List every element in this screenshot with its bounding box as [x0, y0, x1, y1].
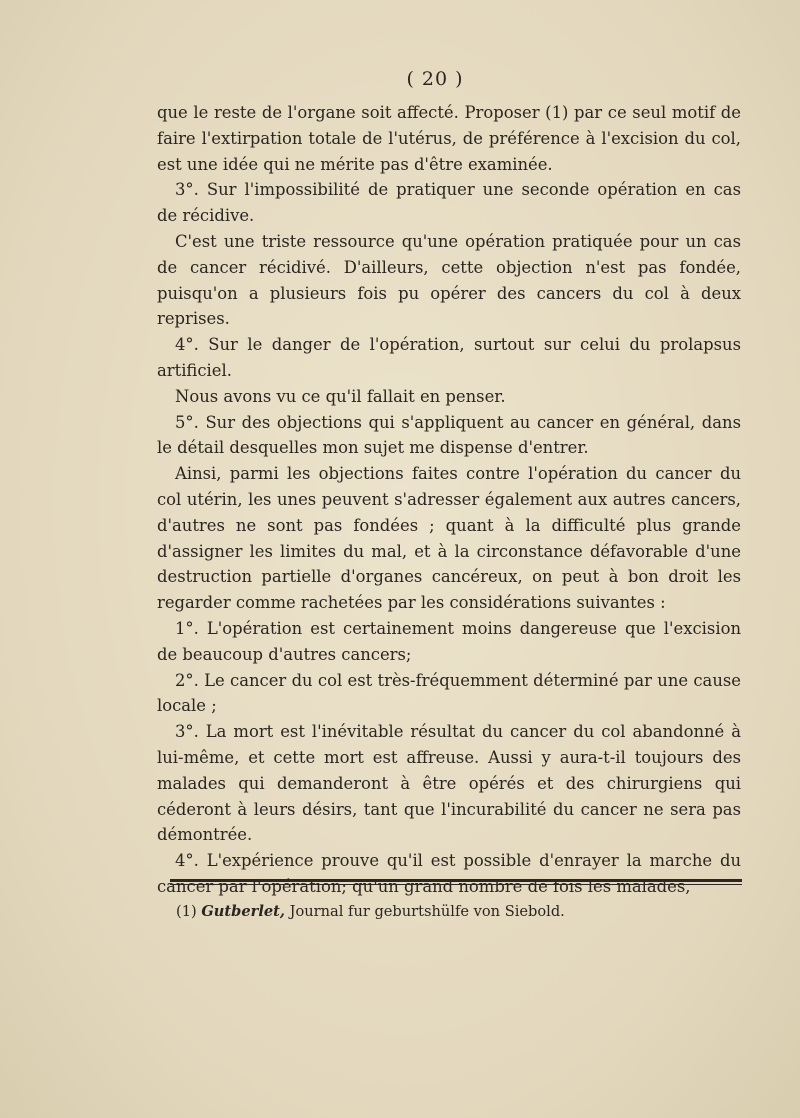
- paragraph: Nous avons vu ce qu'il fallait en penser.: [175, 386, 506, 406]
- footnote: [176, 903, 736, 920]
- footnote-separator: [170, 879, 742, 885]
- paragraph: 3°. Sur l'impossibilité de pratiquer une seconde opération en cas de récidive.: [157, 180, 741, 226]
- body-text: [157, 100, 741, 900]
- paragraph: 1°. L'opération est certainement moins dangereuse que l'excision de beaucoup d'autres cancers;: [157, 618, 741, 664]
- paragraph: 3°. La mort est l'inévitable résultat du cancer du col abandonné à lui-même, et cette mort est affreuse. Aussi y aura-t-il toujours des malades qui demanderont à être opérés et des chirurgiens qui céderont à leurs désirs, tant que l'incurabilité du cancer ne sera pas démontrée.: [157, 722, 741, 845]
- footnote-text: Journal fur geburtshülfe von Siebold.: [289, 903, 565, 920]
- paragraph: 5°. Sur des objections qui s'appliquent au cancer en général, dans le détail desquelles mon sujet me dispense d'entrer.: [157, 412, 741, 458]
- page-number: ( 20 ): [406, 68, 464, 90]
- footnote-author: Gutberlet,: [201, 903, 285, 920]
- paragraph: que le reste de l'organe soit affecté. Proposer (1) par ce seul motif de faire l'extirpation totale de l'utérus, de préférence à l'excision du col, est une idée qui ne mérite pas d'être examinée.: [157, 103, 741, 174]
- paragraph: 4°. L'expérience prouve qu'il est possible d'enrayer la marche du cancer par l'opération; qu'un grand nombre de fois les malades,: [157, 851, 741, 896]
- paragraph: 4°. Sur le danger de l'opération, surtout sur celui du prolapsus artificiel.: [157, 335, 741, 380]
- paragraph: 2°. Le cancer du col est très-fréquemment déterminé par une cause locale ;: [157, 670, 741, 716]
- paragraph: Ainsi, parmi les objections faites contre l'opération du cancer du col utérin, les unes peuvent s'adresser également aux autres cancers, d'autres ne sont pas fondées ; quant à la difficulté plus grande d'assigner les limites du mal, et à la circonstance défavorable d'une destruction partielle d'organes cancéreux, on peut à bon droit les regarder comme rachetées par les considérations suivantes :: [157, 464, 741, 613]
- footnote-marker: (1): [176, 903, 197, 920]
- paragraph: C'est une triste ressource qu'une opération pratiquée pour un cas de cancer récidivé. D'ailleurs, cette objection n'est pas fondée, puisqu'on a plusieurs fois pu opérer des cancers du col à deux reprises.: [157, 231, 741, 329]
